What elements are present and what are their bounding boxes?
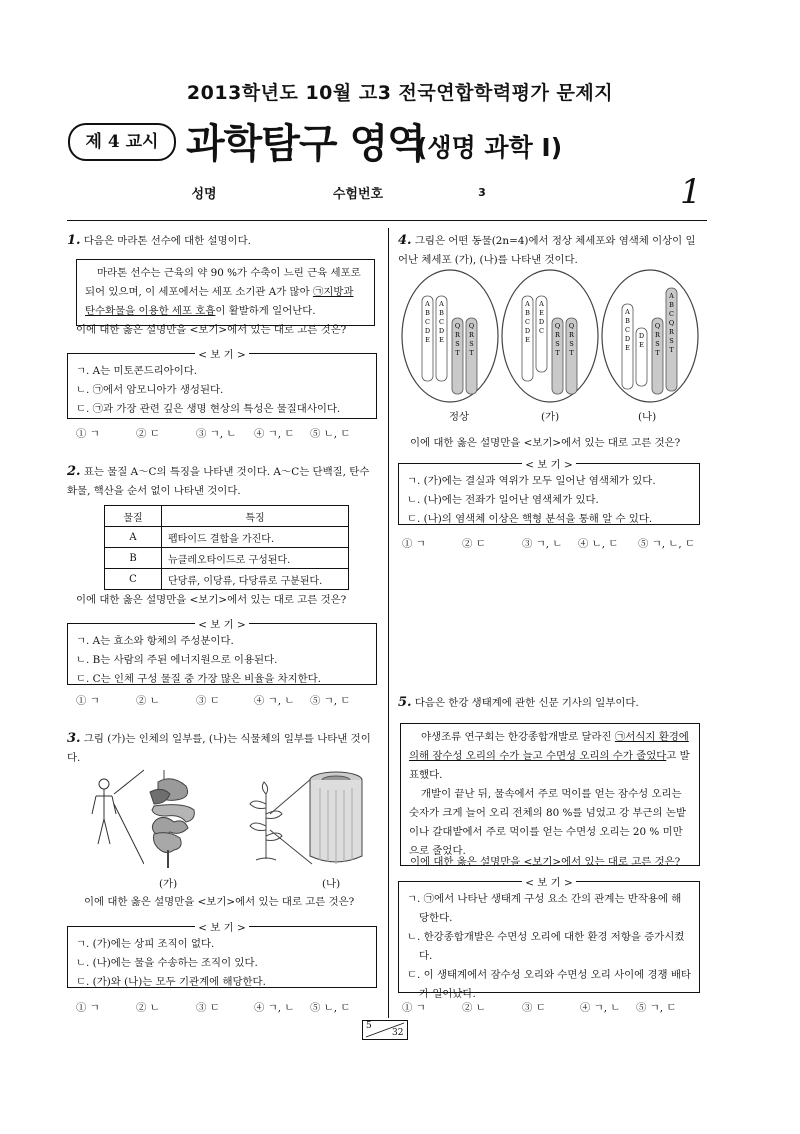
figure-label-na: (나) [638, 411, 657, 423]
gene-label: T [455, 349, 460, 357]
gene-label: R [469, 331, 474, 339]
q5-choices [402, 999, 676, 1014]
id-digit-cell[interactable] [442, 182, 458, 203]
gene-label: Q [668, 319, 675, 327]
gene-label: D [524, 327, 531, 335]
choice-3[interactable]: ③ ㄷ [196, 695, 220, 707]
choice-3[interactable]: ③ ㄷ [196, 1002, 220, 1014]
gene-label: B [425, 309, 430, 317]
id-digit-cell[interactable] [538, 182, 554, 203]
passage-text: 이 활발하게 일어난다. [215, 305, 316, 317]
choice-2[interactable]: ② ㄴ [136, 695, 160, 707]
passage-text: 마라톤 선수는 근육의 약 90 %가 수축이 느린 근육 세포로 되어 있으며, 이 세포에서는 세포 소기관 A가 많아 [85, 267, 361, 298]
gene-label: D [638, 332, 645, 340]
figure-label-ga: (가) [541, 411, 560, 423]
gene-label: B [439, 309, 444, 317]
exam-title: 2013학년도 10월 고3 전국연합학력평가 문제지 [186, 82, 614, 104]
choice-4[interactable]: ④ ㄱ, ㄴ [580, 1002, 621, 1014]
page-current: 5 [366, 1021, 372, 1031]
choice-5[interactable]: ⑤ ㄴ, ㄷ [310, 428, 351, 440]
q2-table [104, 505, 349, 590]
human-digestive-figure [84, 764, 214, 874]
bogi-item: ㄴ. ㉠에서 암모니아가 생성된다. [76, 384, 224, 396]
gene-label: R [669, 328, 674, 336]
column-divider [388, 228, 389, 1018]
bogi-item: ㄴ. (나)에는 전좌가 일어난 염색체가 있다. [407, 494, 599, 506]
passage-text: 야생조류 연구회는 한강종합개발로 달라진 [421, 731, 615, 743]
gene-label: T [555, 349, 560, 357]
gene-label: Q [568, 322, 575, 330]
gene-label: E [425, 336, 430, 344]
bogi-item: ㄱ. (가)에는 상피 조직이 없다. [76, 938, 215, 950]
gene-label: E [639, 341, 644, 349]
question-number: 4. [398, 233, 412, 248]
name-field[interactable] [222, 182, 304, 203]
choice-1[interactable]: ① ㄱ [76, 695, 100, 707]
id-digit-cell[interactable] [490, 182, 506, 203]
question-number: 2. [67, 464, 81, 479]
gene-label: S [555, 340, 560, 348]
choice-2[interactable]: ② ㄷ [136, 428, 160, 440]
table-row [105, 548, 349, 569]
choice-4[interactable]: ④ ㄴ, ㄷ [578, 538, 619, 550]
choice-2[interactable]: ② ㄴ [136, 1002, 160, 1014]
q1-bogi-box [67, 349, 377, 419]
id-digit-cell[interactable] [394, 182, 410, 203]
underlined-text: ㉠서식지 환경에 의해 잠수성 오리의 수가 늘고 수면성 오리의 수가 줄었다 [409, 731, 689, 762]
gene-label: C [539, 327, 544, 335]
gene-label: E [525, 336, 530, 344]
gene-label: R [555, 331, 560, 339]
bogi-item: ㄴ. (나)에는 물을 수송하는 조직이 있다. [76, 957, 258, 969]
gene-label: D [438, 327, 445, 335]
q2-bogi-box [67, 619, 377, 685]
plant-stem-figure [240, 764, 370, 874]
gene-label: S [655, 340, 660, 348]
bogi-item: ㄴ. 한강종합개발은 수면성 오리에 대한 환경 저항을 증가시켰다. [407, 931, 685, 962]
q4-bogi-box [398, 459, 700, 525]
name-label: 성명 [191, 187, 217, 202]
question-4 [398, 231, 704, 270]
id-digit-cell[interactable] [458, 182, 474, 203]
gene-label: T [469, 349, 474, 357]
table-cell: A [105, 527, 162, 548]
gene-label: Q [554, 322, 561, 330]
bogi-item: ㄱ. A는 미토콘드리아이다. [76, 365, 198, 377]
bogi-item: ㄷ. (가)와 (나)는 모두 기관계에 해당한다. [76, 976, 266, 988]
table-cell: 뉴클레오타이드로 구성된다. [162, 548, 349, 569]
choice-4[interactable]: ④ ㄱ, ㄴ [254, 1002, 295, 1014]
q1-passage [76, 259, 375, 326]
gene-label: Q [468, 322, 475, 330]
gene-label: B [625, 317, 630, 325]
gene-label: A [439, 300, 444, 308]
table-header: 특징 [162, 506, 349, 527]
period-label: 제 4 교시 [68, 123, 176, 161]
gene-label: C [525, 318, 530, 326]
passage-text: 고 발표했다. [409, 750, 690, 781]
q4-choices [402, 535, 695, 550]
question-5 [398, 693, 704, 713]
gene-label: R [569, 331, 574, 339]
q5-bogi-box [398, 877, 700, 1000]
question-ask: 이에 대한 옳은 설명만을 <보기>에서 있는 대로 고른 것은? [76, 324, 347, 336]
page-total: 32 [392, 1028, 404, 1038]
choice-4[interactable]: ④ ㄱ, ㄴ [254, 695, 295, 707]
gene-label: C [425, 318, 430, 326]
gene-label: C [439, 318, 444, 326]
choice-1[interactable]: ① ㄱ [76, 428, 100, 440]
bogi-title: < 보 기 > [522, 877, 575, 889]
figure-label-ga: (가) [159, 878, 178, 890]
bogi-item: ㄷ. 이 생태계에서 잠수성 오리와 수면성 오리 사이에 경쟁 배타가 일어났다. [407, 969, 691, 1000]
gene-label: Q [454, 322, 461, 330]
id-digit-cell[interactable] [410, 182, 426, 203]
bogi-title: < 보 기 > [522, 459, 575, 471]
table-cell: 단당류, 이당류, 다당류로 구분된다. [162, 569, 349, 590]
choice-5[interactable]: ⑤ ㄴ, ㄷ [310, 1002, 351, 1014]
question-1 [67, 231, 377, 251]
gene-label: E [439, 336, 444, 344]
q3-bogi-box [67, 922, 377, 988]
choice-1[interactable]: ① ㄱ [402, 538, 426, 550]
chromosome-figure [400, 268, 706, 406]
gene-label: B [669, 301, 674, 309]
gene-label: T [569, 349, 574, 357]
question-2 [67, 462, 379, 501]
choice-3[interactable]: ③ ㄱ, ㄴ [196, 428, 237, 440]
gene-label: S [469, 340, 474, 348]
gene-label: A [669, 292, 674, 300]
bogi-item: ㄱ. (가)에는 결실과 역위가 모두 일어난 염색체가 있다. [407, 475, 656, 487]
gene-label: Q [654, 322, 661, 330]
question-stem: 표는 물질 A～C의 특징을 나타낸 것이다. A～C는 단백질, 탄수화물, 핵산을 순서 없이 나타낸 것이다. [67, 466, 370, 497]
exam-id-box [322, 182, 554, 203]
figure-label-na: (나) [322, 878, 341, 890]
subject-title: 과학탐구 영역 [186, 121, 425, 167]
question-ask: 이에 대한 옳은 설명만을 <보기>에서 있는 대로 고른 것은? [410, 437, 681, 449]
id-digit-cell[interactable] [426, 182, 442, 203]
choice-4[interactable]: ④ ㄱ, ㄷ [254, 428, 295, 440]
gene-label: A [539, 300, 544, 308]
table-cell: B [105, 548, 162, 569]
bogi-item: ㄴ. B는 사람의 주된 에너지원으로 이용된다. [76, 654, 278, 666]
choice-2[interactable]: ② ㄷ [462, 538, 486, 550]
table-cell: 펩타이드 결합을 가진다. [162, 527, 349, 548]
gene-label: A [525, 300, 530, 308]
bogi-item: ㄱ. ㉠에서 나타난 생태계 구성 요소 간의 관계는 반작용에 해당한다. [407, 893, 682, 924]
id-digit-cell[interactable] [522, 182, 538, 203]
gene-label: E [625, 344, 630, 352]
question-3 [67, 729, 379, 768]
question-stem: 그림 (가)는 인체의 일부를, (나)는 식물체의 일부를 나타낸 것이다. [67, 733, 371, 764]
q5-passage [400, 723, 700, 866]
gene-label: R [455, 331, 460, 339]
bogi-item: ㄷ. C는 인체 구성 물질 중 가장 많은 비율을 차지한다. [76, 673, 322, 685]
gene-label: T [655, 349, 660, 357]
underlined-text: ㉠지방과 탄수화물을 이용한 세포 호흡 [85, 286, 354, 317]
gene-label: C [625, 326, 630, 334]
gene-label: E [539, 309, 544, 317]
bogi-item: ㄷ. (나)의 염색체 이상은 핵형 분석을 통해 알 수 있다. [407, 513, 653, 525]
question-number: 5. [398, 695, 412, 710]
question-stem: 다음은 마라톤 선수에 대한 설명이다. [83, 235, 251, 247]
table-header: 물질 [105, 506, 162, 527]
passage-text: 개발이 끝난 뒤, 물속에서 주로 먹이를 얻는 잠수성 오리는 숫자가 크게 늘어 오리 전체의 80 %를 넘었고 강 부근의 논밭이나 갈대밭에서 주로 먹이를 얻는 수면성 오리는 20 % 미만으로 줄었다. [409, 788, 686, 857]
choice-5[interactable]: ⑤ ㄱ, ㄷ [310, 695, 351, 707]
choice-3[interactable]: ③ ㄱ, ㄴ [522, 538, 563, 550]
choice-2[interactable]: ② ㄴ [462, 1002, 486, 1014]
choice-5[interactable]: ⑤ ㄱ, ㄷ [636, 1002, 677, 1014]
choice-1[interactable]: ① ㄱ [76, 1002, 100, 1014]
figure-label-normal: 정상 [449, 411, 470, 423]
header-divider [67, 220, 707, 221]
bogi-title: < 보 기 > [195, 349, 248, 361]
id-digit-cell[interactable] [506, 182, 522, 203]
choice-5[interactable]: ⑤ ㄱ, ㄴ, ㄷ [638, 538, 696, 550]
question-stem: 다음은 한강 생태계에 관한 신문 기사의 일부이다. [414, 697, 639, 709]
bogi-item: ㄷ. ㉠과 가장 관련 깊은 생명 현상의 특성은 물질대사이다. [76, 403, 341, 415]
bogi-item: ㄱ. A는 효소와 항체의 주성분이다. [76, 635, 234, 647]
gene-label: D [538, 318, 545, 326]
gene-label: T [669, 346, 674, 354]
gene-label: A [625, 308, 630, 316]
name-box [186, 182, 304, 203]
choice-1[interactable]: ① ㄱ [402, 1002, 426, 1014]
table-cell: C [105, 569, 162, 590]
gene-label: S [569, 340, 574, 348]
choice-3[interactable]: ③ ㄷ [522, 1002, 546, 1014]
question-ask: 이에 대한 옳은 설명만을 <보기>에서 있는 대로 고른 것은? [76, 594, 347, 606]
question-ask: 이에 대한 옳은 설명만을 <보기>에서 있는 대로 고른 것은? [84, 896, 355, 908]
table-row [105, 569, 349, 590]
bogi-title: < 보 기 > [195, 922, 248, 934]
gene-label: S [455, 340, 460, 348]
question-number: 3. [67, 731, 81, 746]
page-number: 1 [680, 172, 702, 212]
q3-choices [76, 999, 350, 1014]
gene-label: C [669, 310, 674, 318]
question-stem: 그림은 어떤 동물(2n=4)에서 정상 체세포와 염색체 이상이 일어난 체세포 (가), (나)를 나타낸 것이다. [398, 235, 696, 266]
q1-choices [76, 425, 350, 440]
gene-label: S [669, 337, 674, 345]
q2-choices [76, 692, 350, 707]
table-row [105, 527, 349, 548]
gene-label: D [624, 335, 631, 343]
gene-label: A [425, 300, 430, 308]
gene-label: D [424, 327, 431, 335]
question-number: 1. [67, 233, 81, 248]
subject-subtitle: (생명 과학 Ⅰ) [416, 133, 563, 162]
gene-label: R [655, 331, 660, 339]
exam-id-label: 수험번호 [332, 187, 384, 202]
bogi-title: < 보 기 > [195, 619, 248, 631]
id-digit-fixed: 3 [478, 186, 486, 199]
question-ask: 이에 대한 옳은 설명만을 <보기>에서 있는 대로 고른 것은? [410, 856, 681, 868]
gene-label: B [525, 309, 530, 317]
